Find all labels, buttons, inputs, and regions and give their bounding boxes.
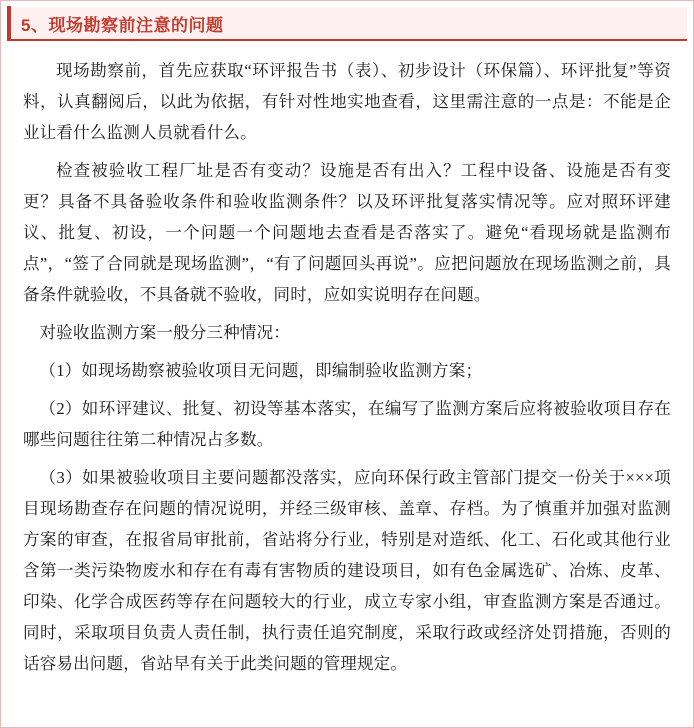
paragraph: 对验收监测方案一般分三种情况： [39,323,290,342]
paragraph: 现场勘察前，首先应获取“环评报告书（表）、初步设计（环保篇）、环评批复”等资料，认真翻阅后，以此为依据，有针对性地实地查看，这里需注意的一点是：不能是企业让看什么监测人员就看什么。 [23,61,671,142]
paragraph: 检查被验收工程厂址是否有变动？设施是否有出入？工程中设备、设施是否有变更？具备不具备验收条件和验收监测条件？以及环评批复落实情况等。应对照环评建议、批复、初设，一个问题一个问题地去查看是否落实了。避免“看现场就是监测布点”，“签了合同就是现场监测”，“有了问题回头再说”。应把问题放在现场监测之前，具备条件就验收，不具备就不验收，同时，应如实说明存在问题。 [23,161,671,304]
list-item: （1）如现场勘察被验收项目无问题，即编制验收监测方案； [39,361,483,380]
document-body [1,41,693,679]
section-header [7,7,687,41]
list-item: （2）如环评建议、批复、初设等基本落实，在编写了监测方案后应将被验收项目存在哪些问题往往第二种情况占多数。 [23,399,671,449]
list-item: （3）如果被验收项目主要问题都没落实，应向环保行政主管部门提交一份关于×××项目现场勘查存在问题的情况说明，并经三级审核、盖章、存档。为了慎重并加强对监测方案的审查，在报省局审批前，省站将分行业，特别是对造纸、化工、石化或其他行业含第一类污染物废水和存在有毒有害物质的建设项目，如有色金属选矿、冶炼、皮革、印染、化学合成医药等存在问题较大的行业，成立专家小组，审查监测方案是否通过。同时，采取项目负责人责任制，执行责任追究制度，采取行政或经济处罚措施，否则的话容易出问题，省站早有关于此类问题的管理规定。 [23,468,671,673]
page-title: 5、现场勘察前注意的问题 [21,15,224,35]
